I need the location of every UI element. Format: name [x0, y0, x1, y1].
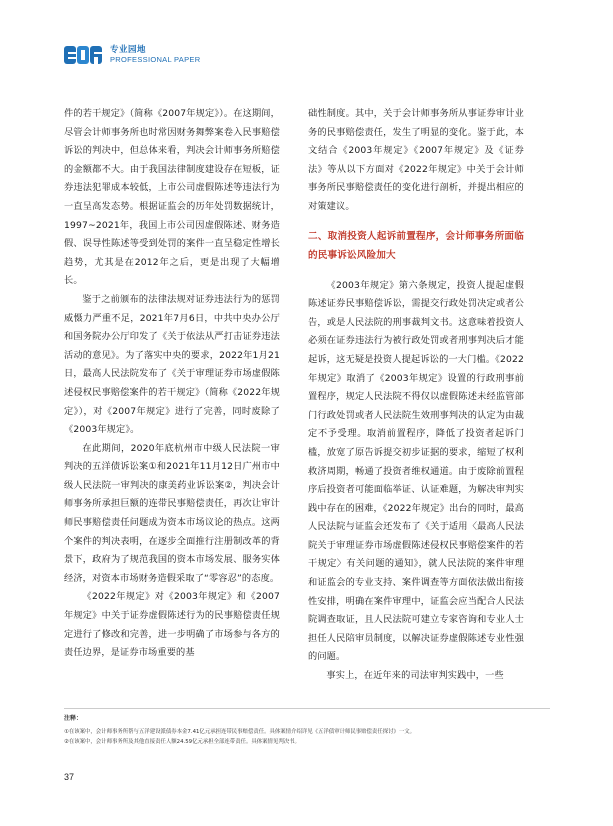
right-column [308, 105, 524, 686]
paragraph: 件的若干规定》（简称《2007年规定》）。在这期间，尽管会计师事务所也时常因财务舞弊案卷入民事赔偿诉讼的判决中，但总体来看，判决会计师事务所赔偿的金额都不大。由于我国法律制度建设存在短板，证券违法犯罪成本较低，上市公司虚假陈述等违法行为一直呈高发态势。根据证监会的历年处罚数据统计，1997~2021年，我国上市公司因虚假陈述、财务造假、误导性陈述等受到处罚的案件一直呈稳定性增长趋势，尤其是在2012年之后，更是出现了大幅增长。 [64, 108, 280, 287]
section-name-en: PROFESSIONAL PAPER [110, 54, 201, 64]
section-heading: 二、取消投资人起诉前置程序，会计师事务所面临的民事诉讼风险加大 [308, 230, 524, 261]
footnotes [64, 714, 550, 747]
paragraph: 在此期间，2020年底杭州市中级人民法院一审判决的五洋债诉讼案①和2021年11月12日广州市中级人民法院一审判决的康美药业诉讼案②，判决会计师事务所承担巨额的连带民事赔偿责任，再次让审计师民事赔偿责任问题成为资本市场议论的热点。这两个案件的判决表明，在逐步全面推行注册制改革的背景下，政府为了规范我国的资本市场发展、服务实体经济，对资本市场财务造假采取了“零容忍”的态度。 [64, 442, 280, 584]
page-header [64, 42, 200, 68]
left-column [64, 105, 280, 663]
paragraph: 础性制度。其中，关于会计师事务所从事证券审计业务的民事赔偿责任，发生了明显的变化。鉴于此，本文结合《2003年规定》《2007年规定》及《证券法》等从以下方面对《2022年规定》中关于会计师事务所民事赔偿责任的变化进行剖析，并提出相应的对策建议。 [308, 108, 524, 212]
paragraph: 事实上，在近年来的司法审判实践中，一些 [326, 670, 504, 682]
footnote-item: ①在该案中，会计师事务所帮与五洋建设派债券本金7.41亿元承担连带民事赔偿责任。具体案情介绍详见《五洋债审计师民事赔偿责任探讨》一文。 [64, 729, 416, 735]
footnotes-label: 注释： [64, 715, 83, 722]
journal-logo-icon [64, 44, 102, 66]
paragraph: 鉴于之前颁布的法律法规对证券违法行为的惩罚威慑力严重不足，2021年7月6日，中共中央办公厅和国务院办公厅印发了《关于依法从严打击证券违法活动的意见》。为了落实中央的要求，2022年1月21日，最高人民法院发布了《关于审理证券市场虚假陈述侵权民事赔偿案件的若干规定》（简称《2022年规定》），对《2007年规定》进行了完善，同时废除了《2003年规定》。 [64, 293, 280, 436]
footnote-divider [64, 708, 550, 709]
page-number: 37 [64, 772, 75, 782]
paragraph: 《2022年规定》对《2003年规定》和《2007年规定》中关于证券虚假陈述行为的民事赔偿责任规定进行了修改和完善，进一步明确了市场参与各方的责任边界，是证券市场重要的基 [64, 591, 280, 659]
footnote-item: ②在该案中，会计师事务所及其他直接责任人额24.59亿元承担全部连带责任。具体案情见判决书。 [64, 739, 300, 745]
section-name-cn: 专业园地 [110, 45, 147, 56]
paragraph: 《2003年规定》第六条规定，投资人提起虚假陈述证券民事赔偿诉讼，需提交行政处罚决定或者公告，或是人民法院的刑事裁判文书。这意味着投资人必须在证券违法行为被行政处罚或者刑事判决后才能起诉，这无疑是投资人提起诉讼的一大门槛。《2022年规定》取消了《2003年规定》设置的行政刑事前置程序，规定人民法院不得仅以虚假陈述未经监管部门行政处罚或者人民法院生效刑事判决的认定为由裁定不予受理。取消前置程序，降低了投资者起诉门槛，放宽了原告诉提交初步证据的要求，缩短了权利救济周期，畅通了投资者维权通道。由于废除前置程序后投资者可能面临举证、认证难题，为解决审判实践中存在的困难，《2022年规定》出台的同时，最高人民法院与证监会还发布了《关于适用〈最高人民法院关于审理证券市场虚假陈述侵权民事赔偿案件的若干规定〉有关问题的通知》，就人民法院的案件审理和证监会的专业支持、案件调查等方面依法做出衔接性安排，明确在案件审理中，证监会应当配合人民法院调查取证，且人民法院可建立专家咨询和专业人士担任人民陪审员制度，以解决证券虚假陈述专业性强的问题。 [308, 279, 524, 663]
header-text [110, 46, 200, 64]
